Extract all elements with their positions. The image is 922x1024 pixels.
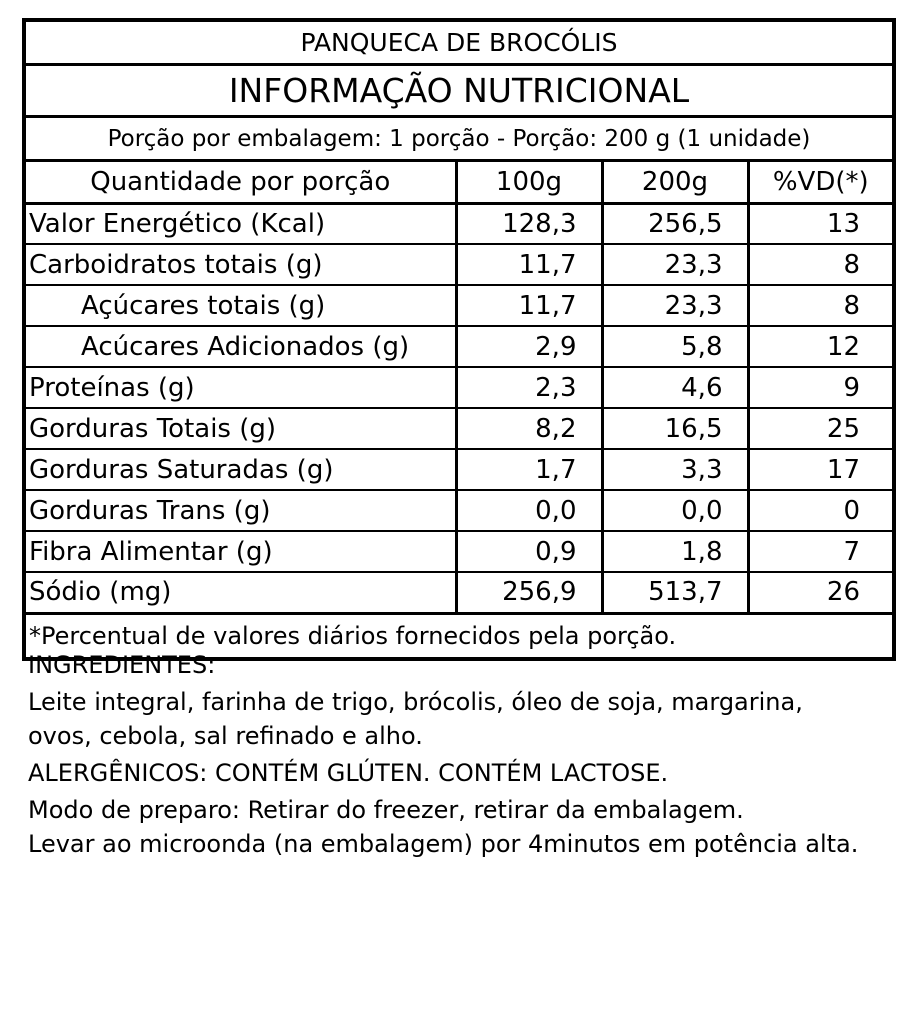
header-quantity: Quantidade por porção: [26, 162, 456, 203]
nutrient-name: Proteínas (g): [26, 367, 456, 408]
nutrient-name: Gorduras Saturadas (g): [26, 449, 456, 490]
table-row: [26, 531, 892, 572]
value-200g: 23,3: [602, 244, 748, 285]
nutrient-name: Gorduras Trans (g): [26, 490, 456, 531]
table-row: [26, 244, 892, 285]
value-100g: 11,7: [456, 244, 602, 285]
ingredients-line: Leite integral, farinha de trigo, brócolis, óleo de soja, margarina,: [28, 688, 803, 716]
nutrient-name: Gorduras Totais (g): [26, 408, 456, 449]
table-row: [26, 490, 892, 531]
preparation-line: Modo de preparo: Retirar do freezer, retirar da embalagem.: [28, 796, 744, 824]
table-row: [26, 449, 892, 490]
header-100g: 100g: [456, 162, 602, 203]
value-100g: 2,9: [456, 326, 602, 367]
value-vd: 26: [748, 572, 892, 613]
nutrient-name: Valor Energético (Kcal): [26, 203, 456, 244]
allergens-text: ALERGÊNICOS: CONTÉM GLÚTEN. CONTÉM LACTOSE.: [28, 759, 669, 787]
table-row: [26, 326, 892, 367]
value-200g: 4,6: [602, 367, 748, 408]
value-vd: 9: [748, 367, 892, 408]
nutrient-name: Fibra Alimentar (g): [26, 531, 456, 572]
ingredients-line: ovos, cebola, sal refinado e alho.: [28, 722, 423, 750]
table-row: [26, 285, 892, 326]
nutrient-name: Sódio (mg): [26, 572, 456, 613]
value-100g: 128,3: [456, 203, 602, 244]
value-100g: 0,0: [456, 490, 602, 531]
label-title: INFORMAÇÃO NUTRICIONAL: [26, 66, 892, 118]
footnote: *Percentual de valores diários fornecidos pela porção.: [29, 621, 677, 650]
ingredients-heading: INGREDIENTES:: [28, 651, 216, 679]
nutrition-label: [22, 18, 896, 661]
product-name: PANQUECA DE BROCÓLIS: [26, 22, 892, 66]
header-200g: 200g: [602, 162, 748, 203]
value-100g: 1,7: [456, 449, 602, 490]
value-vd: 7: [748, 531, 892, 572]
table-header-row: [26, 162, 892, 203]
value-vd: 25: [748, 408, 892, 449]
value-vd: 13: [748, 203, 892, 244]
value-vd: 12: [748, 326, 892, 367]
value-vd: 8: [748, 244, 892, 285]
value-200g: 0,0: [602, 490, 748, 531]
value-200g: 1,8: [602, 531, 748, 572]
value-100g: 256,9: [456, 572, 602, 613]
value-200g: 513,7: [602, 572, 748, 613]
value-200g: 256,5: [602, 203, 748, 244]
value-200g: 5,8: [602, 326, 748, 367]
value-200g: 23,3: [602, 285, 748, 326]
nutrient-name: Carboidratos totais (g): [26, 244, 456, 285]
value-200g: 16,5: [602, 408, 748, 449]
table-row: [26, 572, 892, 613]
product-info: [28, 648, 918, 861]
value-vd: 17: [748, 449, 892, 490]
nutrient-name: Açúcares totais (g): [26, 285, 456, 326]
value-200g: 3,3: [602, 449, 748, 490]
value-100g: 11,7: [456, 285, 602, 326]
value-vd: 0: [748, 490, 892, 531]
value-100g: 2,3: [456, 367, 602, 408]
table-row: [26, 203, 892, 244]
table-row: [26, 408, 892, 449]
preparation-line: Levar ao microonda (na embalagem) por 4minutos em potência alta.: [28, 830, 859, 858]
value-vd: 8: [748, 285, 892, 326]
nutrient-name: Acúcares Adicionados (g): [26, 326, 456, 367]
table-row: [26, 367, 892, 408]
value-100g: 8,2: [456, 408, 602, 449]
header-vd: %VD(*): [748, 162, 892, 203]
nutrition-table: [26, 162, 892, 615]
value-100g: 0,9: [456, 531, 602, 572]
portion-info: Porção por embalagem: 1 porção - Porção: 200 g (1 unidade): [26, 118, 892, 162]
